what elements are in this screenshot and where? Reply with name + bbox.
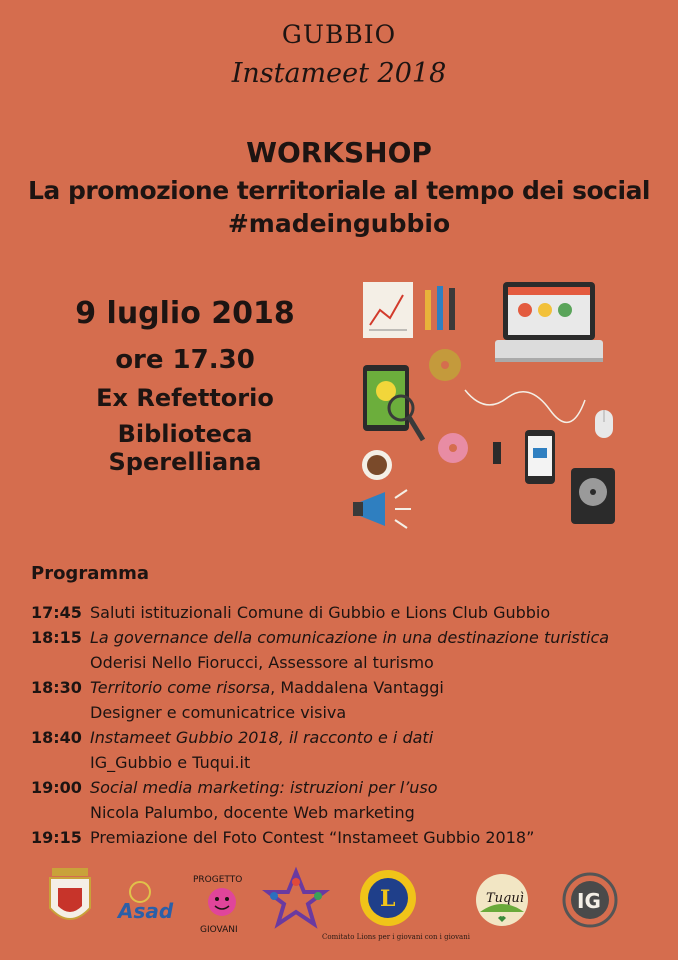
program-text: Premiazione del Foto Contest “Instameet Gubbio 2018” — [90, 828, 535, 847]
program-list — [31, 600, 671, 850]
program-time: 17:45 — [31, 603, 82, 622]
program-text: Saluti istituzionali Comune di Gubbio e Lions Club Gubbio — [90, 603, 551, 622]
cd-icon — [429, 349, 461, 381]
program-text: La governance della comunicazione in una destinazione turistica — [90, 628, 610, 647]
program-text: Territorio come risorsa, Maddalena Vantaggi — [90, 678, 444, 697]
program-time: 18:30 — [31, 678, 82, 697]
program-row — [31, 800, 671, 825]
program-text: IG_Gubbio e Tuqui.it — [90, 753, 251, 772]
mouse-icon — [595, 410, 613, 438]
venue-line-2: Biblioteca Sperelliana — [108, 420, 262, 476]
star-people-logo — [268, 872, 324, 924]
tuqui-logo — [476, 874, 528, 926]
svg-text:PROGETTO: PROGETTO — [193, 875, 243, 885]
svg-text:GIOVANI: GIOVANI — [200, 925, 238, 935]
lions-committee-caption: Comitato Lions per i giovani con i giovani — [322, 933, 470, 941]
program-row — [31, 825, 671, 850]
program-row — [31, 775, 671, 800]
program-text: Instameet Gubbio 2018, il racconto e i dati — [90, 728, 434, 747]
program-text: Designer e comunicatrice visiva — [90, 703, 347, 722]
svg-text:Tuquì: Tuquì — [486, 891, 524, 906]
donut-icon — [438, 433, 468, 463]
program-text: Social media marketing: istruzioni per l’uso — [90, 778, 438, 797]
usb-stick-icon — [493, 442, 501, 464]
lions-international-logo — [360, 870, 416, 926]
program-row — [31, 650, 671, 675]
event-time: ore 17.30 — [115, 345, 255, 375]
workshop-title: WORKSHOP — [246, 136, 432, 169]
phone-icon — [525, 430, 555, 484]
svg-text:Asad: Asad — [118, 899, 174, 923]
program-time: 18:40 — [31, 728, 82, 747]
sponsor-logos — [0, 860, 678, 960]
chart-paper-icon — [363, 282, 413, 338]
ig-gubbio-logo — [564, 874, 616, 926]
venue-line-1: Ex Refettorio — [96, 384, 274, 412]
program-text: Nicola Palumbo, docente Web marketing — [90, 803, 415, 822]
program-row — [31, 625, 671, 650]
event-title: Instameet 2018 — [231, 58, 447, 89]
city-title: GUBBIO — [281, 20, 397, 49]
program-row — [31, 675, 671, 700]
svg-text:IG: IG — [577, 889, 601, 913]
program-row — [31, 700, 671, 725]
pens-icon — [425, 286, 455, 330]
program-time: 19:15 — [31, 828, 82, 847]
megaphone-icon — [353, 490, 411, 528]
program-row — [31, 600, 671, 625]
laptop-icon — [495, 282, 603, 362]
workshop-hashtag: #madeingubbio — [227, 209, 451, 238]
workshop-subtitle: La promozione territoriale al tempo dei social — [27, 176, 651, 205]
program-row — [31, 750, 671, 775]
program-time: 18:15 — [31, 628, 82, 647]
program-text: Oderisi Nello Fiorucci, Assessore al turismo — [90, 653, 434, 672]
asad-logo — [116, 882, 174, 923]
program-heading: Programma — [31, 563, 150, 584]
social-media-illustration — [345, 270, 675, 540]
event-date: 9 luglio 2018 — [75, 296, 295, 331]
svg-text:L: L — [380, 886, 396, 912]
gubbio-coat-of-arms-logo — [50, 868, 90, 919]
program-time: 19:00 — [31, 778, 82, 797]
program-row — [31, 725, 671, 750]
progetto-giovani-logo — [193, 875, 242, 935]
coffee-cup-icon — [362, 450, 392, 480]
hard-drive-icon — [571, 468, 615, 524]
